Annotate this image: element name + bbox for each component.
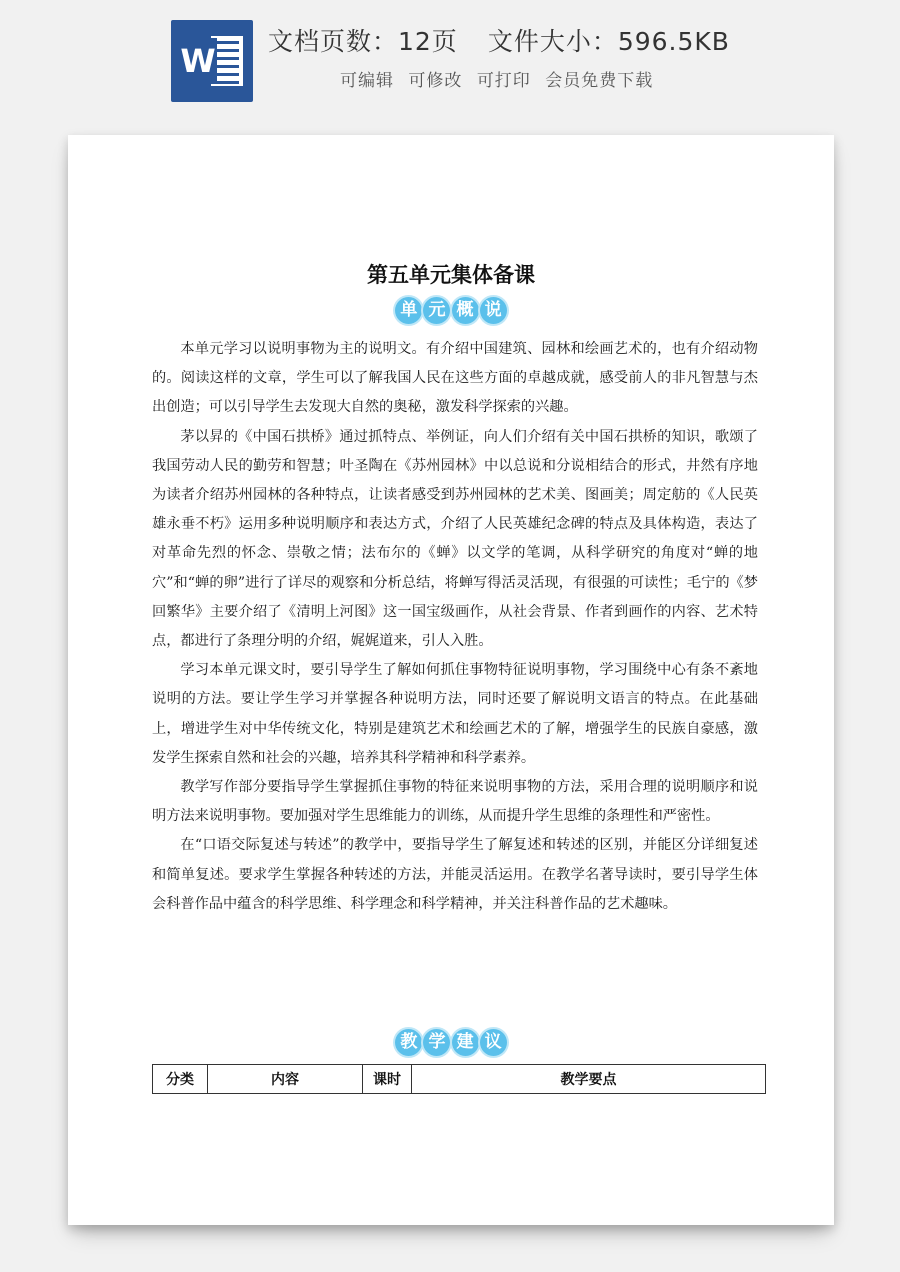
file-info xyxy=(268,22,730,58)
header-class-hours: 课时 xyxy=(363,1065,412,1094)
section2-char: 学 xyxy=(423,1029,450,1056)
section-heading-unit-overview xyxy=(68,297,834,327)
paragraph: 教学写作部分要指导学生掌握抓住事物的特征来说明事物的方法，采用合理的说明顺序和说明方法来说明事物。要加强对学生思维能力的训练，从而提升学生思维的条理性和严密性。 xyxy=(152,779,758,825)
section-heading-teaching-suggestions xyxy=(68,1029,834,1059)
feature-member-download: 会员免费下载 xyxy=(545,71,654,91)
table-header-row xyxy=(153,1065,766,1094)
paragraph: 本单元学习以说明事物为主的说明文。有介绍中国建筑、园林和绘画艺术的，也有介绍动物的。阅读这样的文章，学生可以了解我国人民在这些方面的卓越成就，感受前人的非凡智慧与杰出创造；可以引导学生去发现大自然的奥秘，激发科学探索的兴趣。 xyxy=(152,341,758,416)
header-category: 分类 xyxy=(153,1065,208,1094)
section1-char: 概 xyxy=(452,297,479,324)
section2-char: 教 xyxy=(395,1029,422,1056)
page-count: 文档页数：12页 xyxy=(268,27,458,56)
feature-printable: 可打印 xyxy=(476,71,531,91)
document-title: 第五单元集体备课 xyxy=(367,262,535,287)
paragraph: 在“口语交际复述与转述”的教学中，要指导学生了解复述和转述的区别，并能区分详细复述和简单复述。要求学生掌握各种转述的方法，并能灵活运用。在教学名著导读时，要引导学生体会科普作品中蕴含的科学思维、科学理念和科学精神，并关注科普作品的艺术趣味。 xyxy=(152,837,758,912)
teaching-plan-table xyxy=(152,1064,766,1094)
word-logo-letter: W xyxy=(179,38,217,84)
word-file-icon xyxy=(171,20,253,102)
paragraph: 学习本单元课文时，要引导学生了解如何抓住事物特征说明事物，学习围绕中心有条不紊地说明的方法。要让学生学习并掌握各种说明方法，同时还要了解说明文语言的特点。在此基础上，增进学生对中华传统文化，特别是建筑艺术和绘画艺术的了解，增强学生的民族自豪感，激发学生探索自然和社会的兴趣，培养其科学精神和科学素养。 xyxy=(152,662,758,766)
feature-editable: 可编辑 xyxy=(340,71,394,91)
feature-list xyxy=(340,66,661,91)
section1-char: 元 xyxy=(423,297,450,324)
section1-char: 说 xyxy=(480,297,507,324)
document-page xyxy=(68,135,834,1225)
document-body xyxy=(152,335,758,919)
header-content: 内容 xyxy=(208,1065,363,1094)
feature-modifiable: 可修改 xyxy=(408,71,463,91)
file-size: 文件大小：596.5KB xyxy=(487,27,730,56)
section2-char: 建 xyxy=(452,1029,479,1056)
section1-char: 单 xyxy=(395,297,422,324)
header-teaching-points: 教学要点 xyxy=(412,1065,766,1094)
download-banner xyxy=(0,0,900,110)
section2-char: 议 xyxy=(480,1029,507,1056)
paragraph: 茅以昇的《中国石拱桥》通过抓特点、举例证，向人们介绍有关中国石拱桥的知识，歌颂了我国劳动人民的勤劳和智慧；叶圣陶在《苏州园林》中以总说和分说相结合的形式，井然有序地为读者介绍苏州园林的各种特点，让读者感受到苏州园林的艺术美、图画美；周定舫的《人民英雄永垂不朽》运用多种说明顺序和表达方式，介绍了人民英雄纪念碑的特点及具体构造，表达了对革命先烈的怀念、崇敬之情；法布尔的《蝉》以文学的笔调，从科学研究的角度对“蝉的地穴”和“蝉的卵”进行了详尽的观察和分析总结，将蝉写得活灵活现，有很强的可读性；毛宁的《梦回繁华》主要介绍了《清明上河图》这一国宝级画作，从社会背景、作者到画作的内容、艺术特点，都进行了条理分明的介绍，娓娓道来，引人入胜。 xyxy=(152,428,758,650)
